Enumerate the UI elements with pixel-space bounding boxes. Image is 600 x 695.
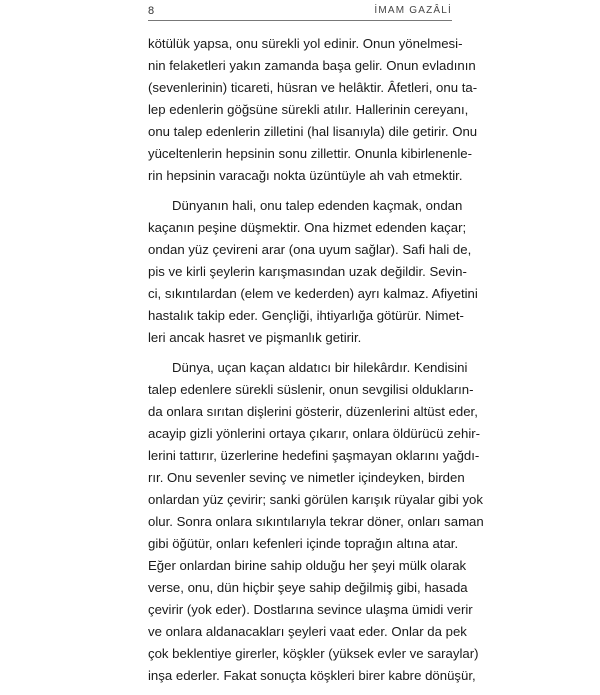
- text-line: Dünya, uçan kaçan aldatıcı bir hilekârdır. Kendisini: [172, 360, 468, 375]
- running-title: İMAM GAZÂLİ: [374, 5, 452, 16]
- text-line: da onlara sırıtan dişlerini gösterir, düzenlerini altüst eder,: [148, 404, 478, 419]
- paragraph-1: [148, 33, 478, 187]
- paragraph-3: [148, 357, 484, 687]
- text-line: kaçanın peşine düşmektir. Ona hizmet edenden kaçar;: [148, 220, 467, 235]
- text-line: lerini tattırır, üzerlerine hedefini şaşmayan oklarını yağdı-: [148, 448, 480, 463]
- text-line: rır. Onu sevenler sevinç ve nimetler içindeyken, birden: [148, 470, 465, 485]
- text-line: yüceltenlerin hepsinin sonu zillettir. Onunla kibirlenenle-: [148, 146, 473, 161]
- text-line: verse, onu, dün hiçbir şeye sahip değilmiş gibi, hasada: [148, 580, 468, 595]
- text-line: çevirir (yok eder). Dostlarına sevince ulaşma ümidi verir: [148, 602, 473, 617]
- text-line: ve onlara aldanacakları şeyleri vaat eder. Onlar da pek: [148, 624, 467, 639]
- page-header: [148, 4, 452, 21]
- text-line: onlardan yüz çevirir; sanki görülen karışık rüyalar gibi yok: [148, 492, 483, 507]
- text-line: ci, sıkıntılardan (elem ve kederden) ayrı kalmaz. Afiyetini: [148, 286, 478, 301]
- text-line: rin hepsinin varacağı nokta üzüntüyle ah vah etmektir.: [148, 168, 463, 183]
- text-line: ondan yüz çevireni arar (ona uyum sağlar). Safi hali de,: [148, 242, 472, 257]
- text-line: leri ancak hasret ve pişmanlık getirir.: [148, 330, 362, 345]
- text-line: kötülük yapsa, onu sürekli yol edinir. Onun yönelmesi-: [148, 36, 463, 51]
- text-line: (sevenlerinin) ticareti, hüsran ve helâktir. Âfetleri, onu ta-: [148, 80, 478, 95]
- text-line: lep edenlerin göğsüne sürekli atılır. Hallerinin cereyanı,: [148, 102, 469, 117]
- text-line: Dünyanın hali, onu talep edenden kaçmak, ondan: [172, 198, 463, 213]
- text-line: onu talep edenlerin zilletini (hal lisanıyla) dile getirir. Onu: [148, 124, 478, 139]
- text-line: pis ve kirli şeylerin karışmasından uzak değildir. Sevin-: [148, 264, 467, 279]
- page-number: 8: [148, 5, 155, 17]
- text-line: olur. Sonra onlara sıkıntılarıyla tekrar döner, onları saman: [148, 514, 484, 529]
- text-line: nin felaketleri yakın zamanda başa gelir. Onun evladının: [148, 58, 476, 73]
- text-line: inşa ederler. Fakat sonuçta köşkleri birer kabre dönüşür,: [148, 668, 476, 683]
- text-line: talep edenlere sürekli süslenir, onun sevgilisi oldukların-: [148, 382, 474, 397]
- body-text: [148, 33, 484, 695]
- paragraph-2: [148, 195, 478, 349]
- text-line: hastalık takip eder. Gençliği, ihtiyarlığa götürür. Nimet-: [148, 308, 464, 323]
- text-line: gibi öğütür, onları kefenleri içinde toprağın altına atar.: [148, 536, 459, 551]
- text-line: Eğer onlardan birine sahip olduğu her şeyi mülk olarak: [148, 558, 467, 573]
- text-line: çok beklentiye girerler, köşkler (yüksek evler ve saraylar): [148, 646, 479, 661]
- text-line: acayip gizli yönlerini ortaya çıkarır, onlara öldürücü zehir-: [148, 426, 481, 441]
